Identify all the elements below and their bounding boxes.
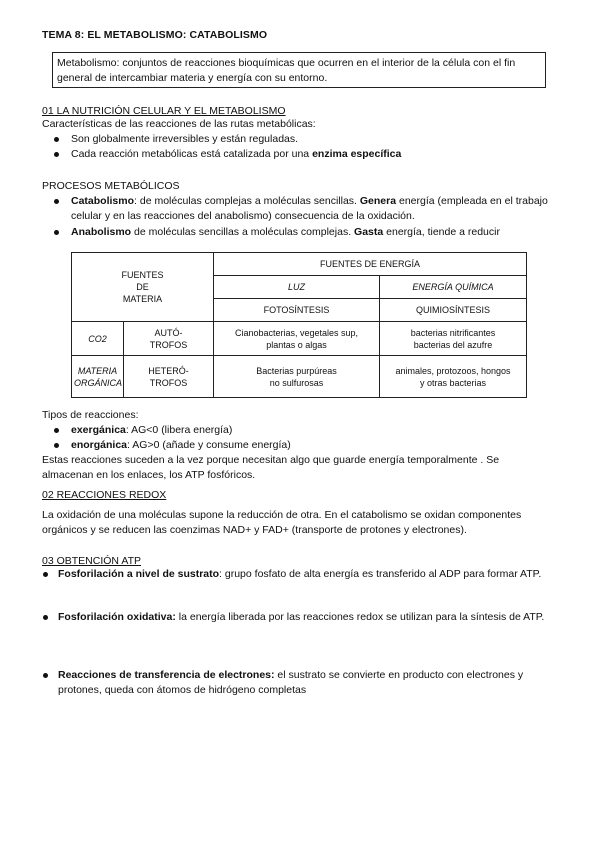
- quimiosintesis-header: QUIMIOSÍNTESIS: [380, 299, 527, 322]
- list-item: Son globalmente irreversibles y están reguladas.: [42, 132, 552, 147]
- section-procesos: [42, 179, 552, 240]
- page-title: TEMA 8: EL METABOLISMO: CATABOLISMO: [42, 29, 268, 41]
- reacciones-intro: Tipos de reacciones:: [42, 409, 139, 421]
- energia-quimica-header: ENERGÍA QUÍMICA: [380, 276, 527, 299]
- section-atp: [42, 555, 554, 698]
- reacciones-note: Estas reacciones suceden a la vez porque necesitan algo que guarde energía temporalmente . Se almacenan en los enlaces, los ATP fosfóricos.: [42, 454, 500, 481]
- table-cell: Cianobacterias, vegetales sup, plantas o algas: [214, 322, 380, 356]
- fuentes-energia-header: FUENTES DE ENERGÍA: [214, 253, 527, 276]
- table-cell: MATERIA ORGÁNICA: [72, 356, 124, 398]
- table-cell: HETERÓ- TROFOS: [124, 356, 214, 398]
- list-item: Fosforilación a nivel de sustrato: grupo fosfato de alta energía es transferido al ADP para formar ATP.: [42, 567, 554, 582]
- list-item: exergánica: AG<0 (libera energía): [42, 423, 552, 438]
- luz-header: LUZ: [214, 276, 380, 299]
- section1-intro: Características de las reacciones de las rutas metabólicas:: [42, 118, 316, 130]
- list-item: Fosforilación oxidativa: la energía liberada por las reacciones redox se utilizan para la síntesis de ATP.: [42, 610, 554, 625]
- section1-list: [42, 132, 552, 162]
- definition-box: Metabolismo: conjuntos de reacciones bioquímicas que ocurren en el interior de la célula con el fin general de intercambiar materia y energía con su entorno.: [52, 52, 546, 88]
- list-item: Cada reacción metabólicas está catalizada por una enzima específica: [42, 147, 552, 162]
- list-item: Catabolismo: de moléculas complejas a moléculas sencillas. Genera energía (empleada en el trabajo celular y en las reacciones del anabolismo) consecuencia de la oxidación.: [42, 194, 552, 224]
- metabolism-table: [71, 252, 527, 398]
- section-nutricion: [42, 105, 552, 162]
- procesos-heading: PROCESOS METABÓLICOS: [42, 180, 180, 192]
- table-cell: CO2: [72, 322, 124, 356]
- table-cell: animales, protozoos, hongos y otras bacterias: [380, 356, 527, 398]
- list-item: enorgánica: AG>0 (añade y consume energía): [42, 438, 552, 453]
- section2-heading: 02 REACCIONES REDOX: [42, 489, 167, 501]
- table-cell: bacterias nitrificantes bacterias del azufre: [380, 322, 527, 356]
- fotosintesis-header: FOTOSÍNTESIS: [214, 299, 380, 322]
- section2-text: La oxidación de una moléculas supone la reducción de otra. En el catabolismo se oxidan componentes orgánicos y se reducen las coenzimas NAD+ y FAD+ (transporte de protones y electrones).: [42, 509, 522, 536]
- procesos-list: [42, 194, 552, 240]
- section-reacciones: [42, 408, 552, 483]
- table-cell: Bacterias purpúreas no sulfurosas: [214, 356, 380, 398]
- atp-list: [42, 567, 554, 698]
- reacciones-list: [42, 423, 552, 453]
- list-item: Anabolismo de moléculas sencillas a moléculas complejas. Gasta energía, tiende a reducir: [42, 225, 552, 240]
- list-item: Reacciones de transferencia de electrones: el sustrato se convierte en producto con electrones y protones, queda con átomos de hidrógeno completas: [42, 668, 554, 698]
- section3-heading: 03 OBTENCIÓN ATP: [42, 555, 141, 567]
- section-redox: [42, 489, 552, 538]
- section1-heading: 01 LA NUTRICIÓN CELULAR Y EL METABOLISMO: [42, 105, 286, 117]
- fuentes-materia-header: FUENTES DE MATERIA: [72, 253, 214, 322]
- table-cell: AUTÓ- TROFOS: [124, 322, 214, 356]
